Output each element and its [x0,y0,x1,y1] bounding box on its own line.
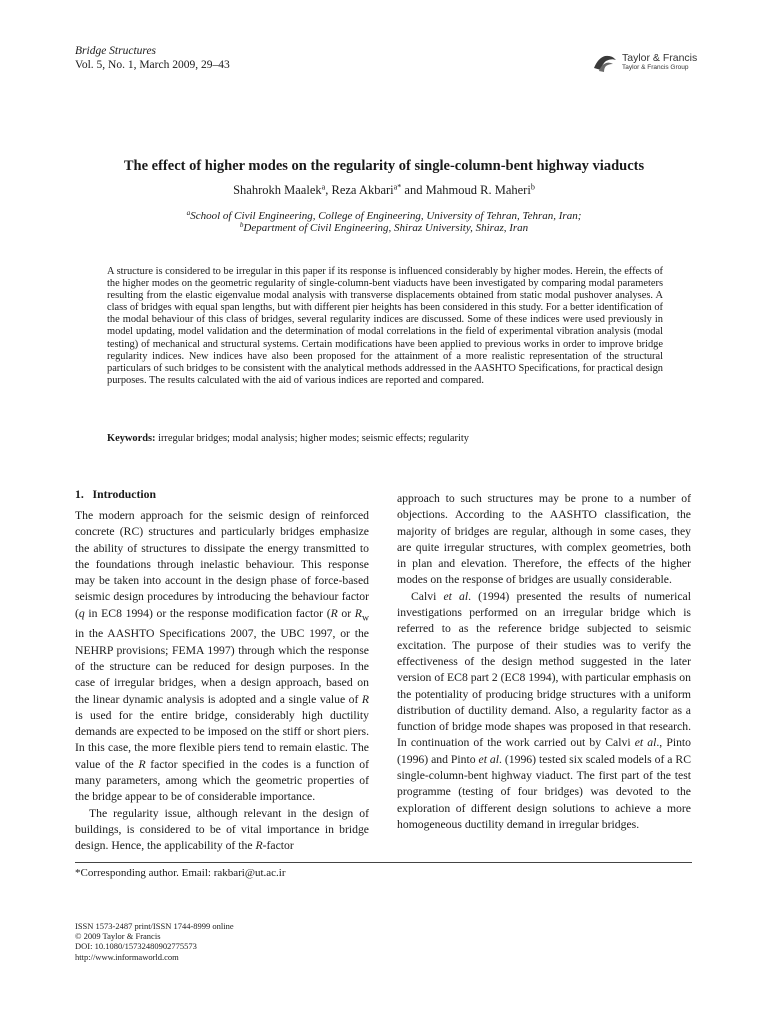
text-italic: et al [634,736,657,750]
text-italic: et al [443,589,469,603]
symbol-q: q [78,606,85,620]
author-name: Mahmoud R. Maheri [425,183,531,197]
affiliation-text: School of Civil Engineering, College of Engineering, University of Tehran, Tehran, Iran; [190,210,582,222]
keywords [107,433,663,444]
section-heading [75,488,156,501]
symbol-r: R [361,692,369,706]
author-list [60,183,708,198]
journal-name: Bridge Structures [75,45,157,57]
text-run: factor specified in the codes is a function of many parameters, among which the geometric properties of the bridge appear to be of considerable importance. [75,757,369,804]
body-paragraph: approach to such structures may be prone to a number of objections. According to the AASHTO classification, the majority of bridges are regular, although in some cases, they are quite irregular structures, with complex geometries, both in plan and elevation. Therefore, the effects of the higher modes on the response of bridges are usually considerable. [397,492,691,587]
text-run: in the AASHTO Specifications 2007, the UBC 1997, or the NEHRP provisions; FEMA 1997) through which the response of the structure can be reduced for design purposes. In the case of irregular bridges, when a design approach, based on the linear dynamic analysis is adopted and a single value of [75,627,369,706]
affiliation [60,222,708,234]
body-column-right [397,491,691,833]
body-paragraph [75,508,369,806]
publisher-name: Taylor & Francis [622,52,698,64]
affiliation-mark: a [186,209,191,218]
symbol-subscript: w [361,612,369,624]
author-affiliation-mark: a* [393,182,402,192]
symbol-r: R [255,839,263,853]
author-separator: , [325,183,332,197]
issn-line: ISSN 1573-2487 print/ISSN 1744-8999 online [75,921,234,931]
text-run: ., Pinto (1996) and Pinto [397,736,692,766]
text-run: The regularity issue, although relevant in the design of buildings, is considered to be of vital importance in bridge design. Hence, the applicability of the [75,806,369,853]
text-run: is used for the entire bridge, considerably high ductility demands are expected to be imposed on the stiff or short piers. In this case, the more flexible piers tend to remain elastic. The value of the [75,708,369,771]
keywords-label: Keywords: [107,433,156,444]
section-number: 1. [75,488,84,501]
text-run: . (1996) tested six scaled models of a RC single-column-bent highway viaduct. The first part of the test programme (testing of four bridges) was devoted to the exploration of different design solutions to achieve a more homogeneous ductility demand in irregular bridges. [397,752,691,831]
text-run: . (1994) presented the results of numerical investigations performed on an irregular bridge which is referred to as the reference bridge subjected to seismic excitation. The purpose of their studies was to verify the effectiveness of the design method suggested in the later version of EC8 part 2 (EC8 1994), with particular emphasis on the potentiality of producing bridge structures with a uniform distribution of ductility demand. Also, a regularity factor as a function of bridge mode shapes was proposed in that research. In continuation of the work carried out by Calvi [397,589,691,750]
corresponding-author-footnote: *Corresponding author. Email: rakbari@ut.ac.ir [75,867,286,879]
publisher-group: Taylor & Francis Group [622,64,689,71]
body-paragraph [75,806,369,855]
taylor-francis-logo-icon [592,52,618,74]
text-run: or [337,606,355,620]
symbol-r: R [138,757,146,771]
publisher-url[interactable]: http://www.informaworld.com [75,951,179,962]
author-name: Reza Akbari [331,183,394,197]
journal-volume: Vol. 5, No. 1, March 2009, 29–43 [75,59,230,71]
symbol-r: R [330,606,338,620]
footnote-divider [75,862,692,863]
affiliation-mark: b [239,221,244,230]
section-title: Introduction [92,488,156,501]
paper-title: The effect of higher modes on the regularity of single-column-bent highway viaducts [123,158,645,174]
copyright-line: © 2009 Taylor & Francis [75,931,161,942]
text-italic: et al [478,752,500,766]
text-run: The modern approach for the seismic design of reinforced concrete (RC) structures and particularly bridges emphasize the ability of structures to dissipate the energy transmitted to the foundations through inelastic behaviour. This response may be taken into account in the design phase of force-based seismic design procedures by introducing the behaviour factor ( [75,509,369,620]
text-run: in EC8 1994) or the response modification factor ( [84,606,331,620]
abstract: A structure is considered to be irregular in this paper if its response is influenced considerably by higher modes. Herein, the effects of the higher modes on the geometric regularity of single-column-bent viaducts have been investigated by comparing modal parameters resulting from the elastic eigenvalue modal analysis with transverse displacements obtained from static modal pushover analyses. A class of bridges with equal span lengths, but with different pier heights has been considered in this study. For a better identification of the modal behaviour of this class of bridges, several regularity indices are discussed. Some of these indices were used previously in model updating, model validation and the determination of modal correlations in the field of experimental vibration analysis (modal testing) of mechanical and structural systems. Certain modifications have been applied to previous works in order to improve bridge regularity indices. New indices have also been proposed for the attainment of a more realistic representation of the structural particulars of such bridges to be consistent with the analytical methods addressed in the AASHTO Specifications, for practical design purposes. The results calculated with the aid of various indices are reported and compared. [107,266,663,386]
affiliation-text: Department of Civil Engineering, Shiraz University, Shiraz, Iran [243,222,529,234]
body-paragraph [397,589,691,833]
author-name: Shahrokh Maalek [233,183,322,197]
text-run: -factor [262,839,294,853]
author-affiliation-mark: b [530,182,535,192]
affiliation [60,210,708,222]
publication-info [75,921,234,962]
author-affiliation-mark: a [321,182,326,192]
symbol-r: R [354,606,362,620]
text-run: Calvi [411,589,444,603]
body-column-left [75,508,369,855]
keywords-text: irregular bridges; modal analysis; higher modes; seismic effects; regularity [155,433,469,444]
publisher-logo [592,52,697,74]
author-separator: and [401,183,426,197]
journal-header [75,44,230,72]
doi-line: DOI: 10.1080/15732480902775573 [75,941,197,952]
